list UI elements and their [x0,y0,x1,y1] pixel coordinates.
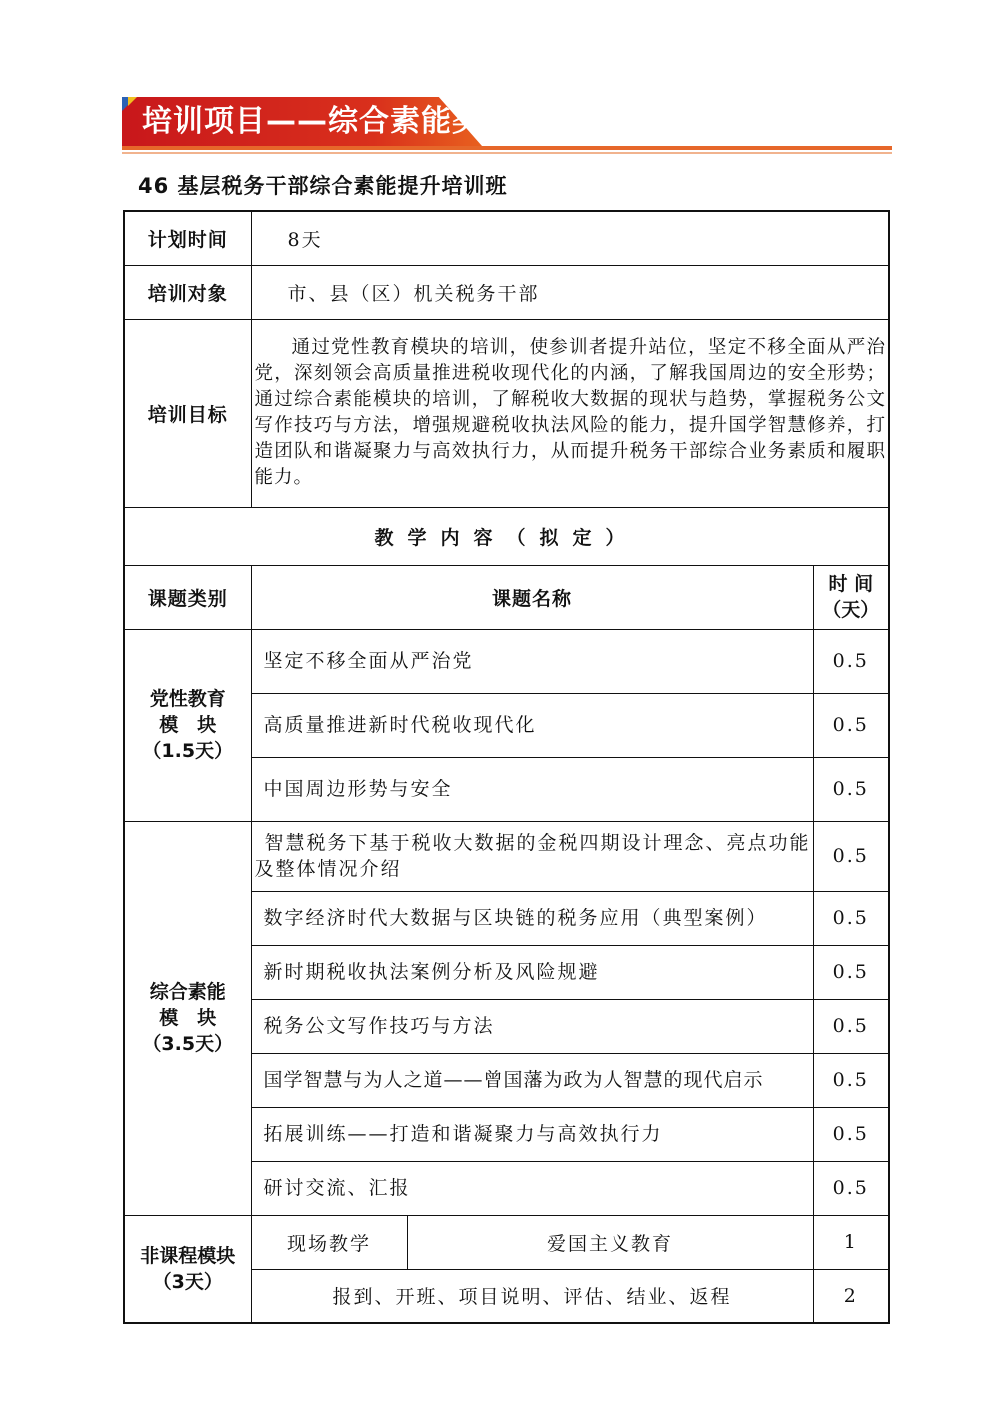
course-days: 0.5 [813,629,889,693]
course-name: 智慧税务下基于税收大数据的金税四期设计理念、亮点功能及整体情况介绍 [251,821,813,891]
course-days: 0.5 [813,1107,889,1161]
banner-corner-accent-yellow [128,97,137,106]
course-name: 新时期税收执法案例分析及风险规避 [251,945,813,999]
course-name: 坚定不移全面从严治党 [251,629,813,693]
target-value: 市、县（区）机关税务干部 [251,265,889,319]
course-name: 中国周边形势与安全 [251,757,813,821]
course-name: 税务公文写作技巧与方法 [251,999,813,1053]
column-header-time-line1: 时 间 [828,573,874,595]
table-row [124,629,889,693]
course-days: 0.5 [813,821,889,891]
section-banner [122,97,892,157]
training-plan-table [123,210,890,1324]
item-name: 报到、开班、项目说明、评估、结业、返程 [251,1269,813,1323]
item-name: 爱国主义教育 [407,1215,813,1269]
column-header-name: 课题名称 [251,565,813,629]
goal-value: 通过党性教育模块的培训，使参训者提升站位，坚定不移全面从严治党，深刻领会高质量推进税收现代化的内涵，了解我国周边的安全形势；通过综合素能模块的培训，了解税收大数据的现状与趋势，掌握税务公文写作技巧与方法，增强规避税收执法风险的能力，提升国学智慧修养，打造团队和谐凝聚力与高效执行力，从而提升税务干部综合业务素质和履职能力。 [254,337,887,488]
plan-time-value: 8天 [251,211,889,265]
goal-cell [251,319,889,507]
course-days: 0.5 [813,999,889,1053]
module-name-competency: 综合素能 模 块 （3.5天） [124,821,251,1215]
course-name: 国学智慧与为人之道——曾国藩为政为人智慧的现代启示 [251,1053,813,1107]
column-header-category: 课题类别 [124,565,251,629]
table-row [124,1215,889,1269]
course-name: 拓展训练——打造和谐凝聚力与高效执行力 [251,1107,813,1161]
item-type: 现场教学 [251,1215,407,1269]
course-name: 数字经济时代大数据与区块链的税务应用（典型案例） [251,891,813,945]
target-label: 培训对象 [124,265,251,319]
column-header-time-line2: （天） [822,599,880,621]
module-name-party: 党性教育 模 块 （1.5天） [124,629,251,821]
row-content-header [124,507,889,565]
plan-time-label: 计划时间 [124,211,251,265]
item-days: 2 [813,1269,889,1323]
course-days: 0.5 [813,1161,889,1215]
banner-rule [122,146,892,150]
course-days: 0.5 [813,693,889,757]
table-row [124,821,889,891]
goal-label: 培训目标 [124,319,251,507]
course-name: 研讨交流、汇报 [251,1161,813,1215]
row-target [124,265,889,319]
content-header: 教学内容（拟定） [124,507,889,565]
course-title: 46 基层税务干部综合素能提升培训班 [138,174,508,198]
row-plan-time [124,211,889,265]
row-column-headers [124,565,889,629]
banner-title: 培训项目——综合素能类 [142,104,483,139]
column-header-time [813,565,889,629]
course-days: 0.5 [813,945,889,999]
row-goal [124,319,889,507]
module-name-noncourse: 非课程模块 （3天） [124,1215,251,1323]
course-days: 0.5 [813,891,889,945]
course-name: 高质量推进新时代税收现代化 [251,693,813,757]
banner-rule-thin [122,152,892,154]
course-days: 0.5 [813,757,889,821]
course-days: 0.5 [813,1053,889,1107]
item-days: 1 [813,1215,889,1269]
